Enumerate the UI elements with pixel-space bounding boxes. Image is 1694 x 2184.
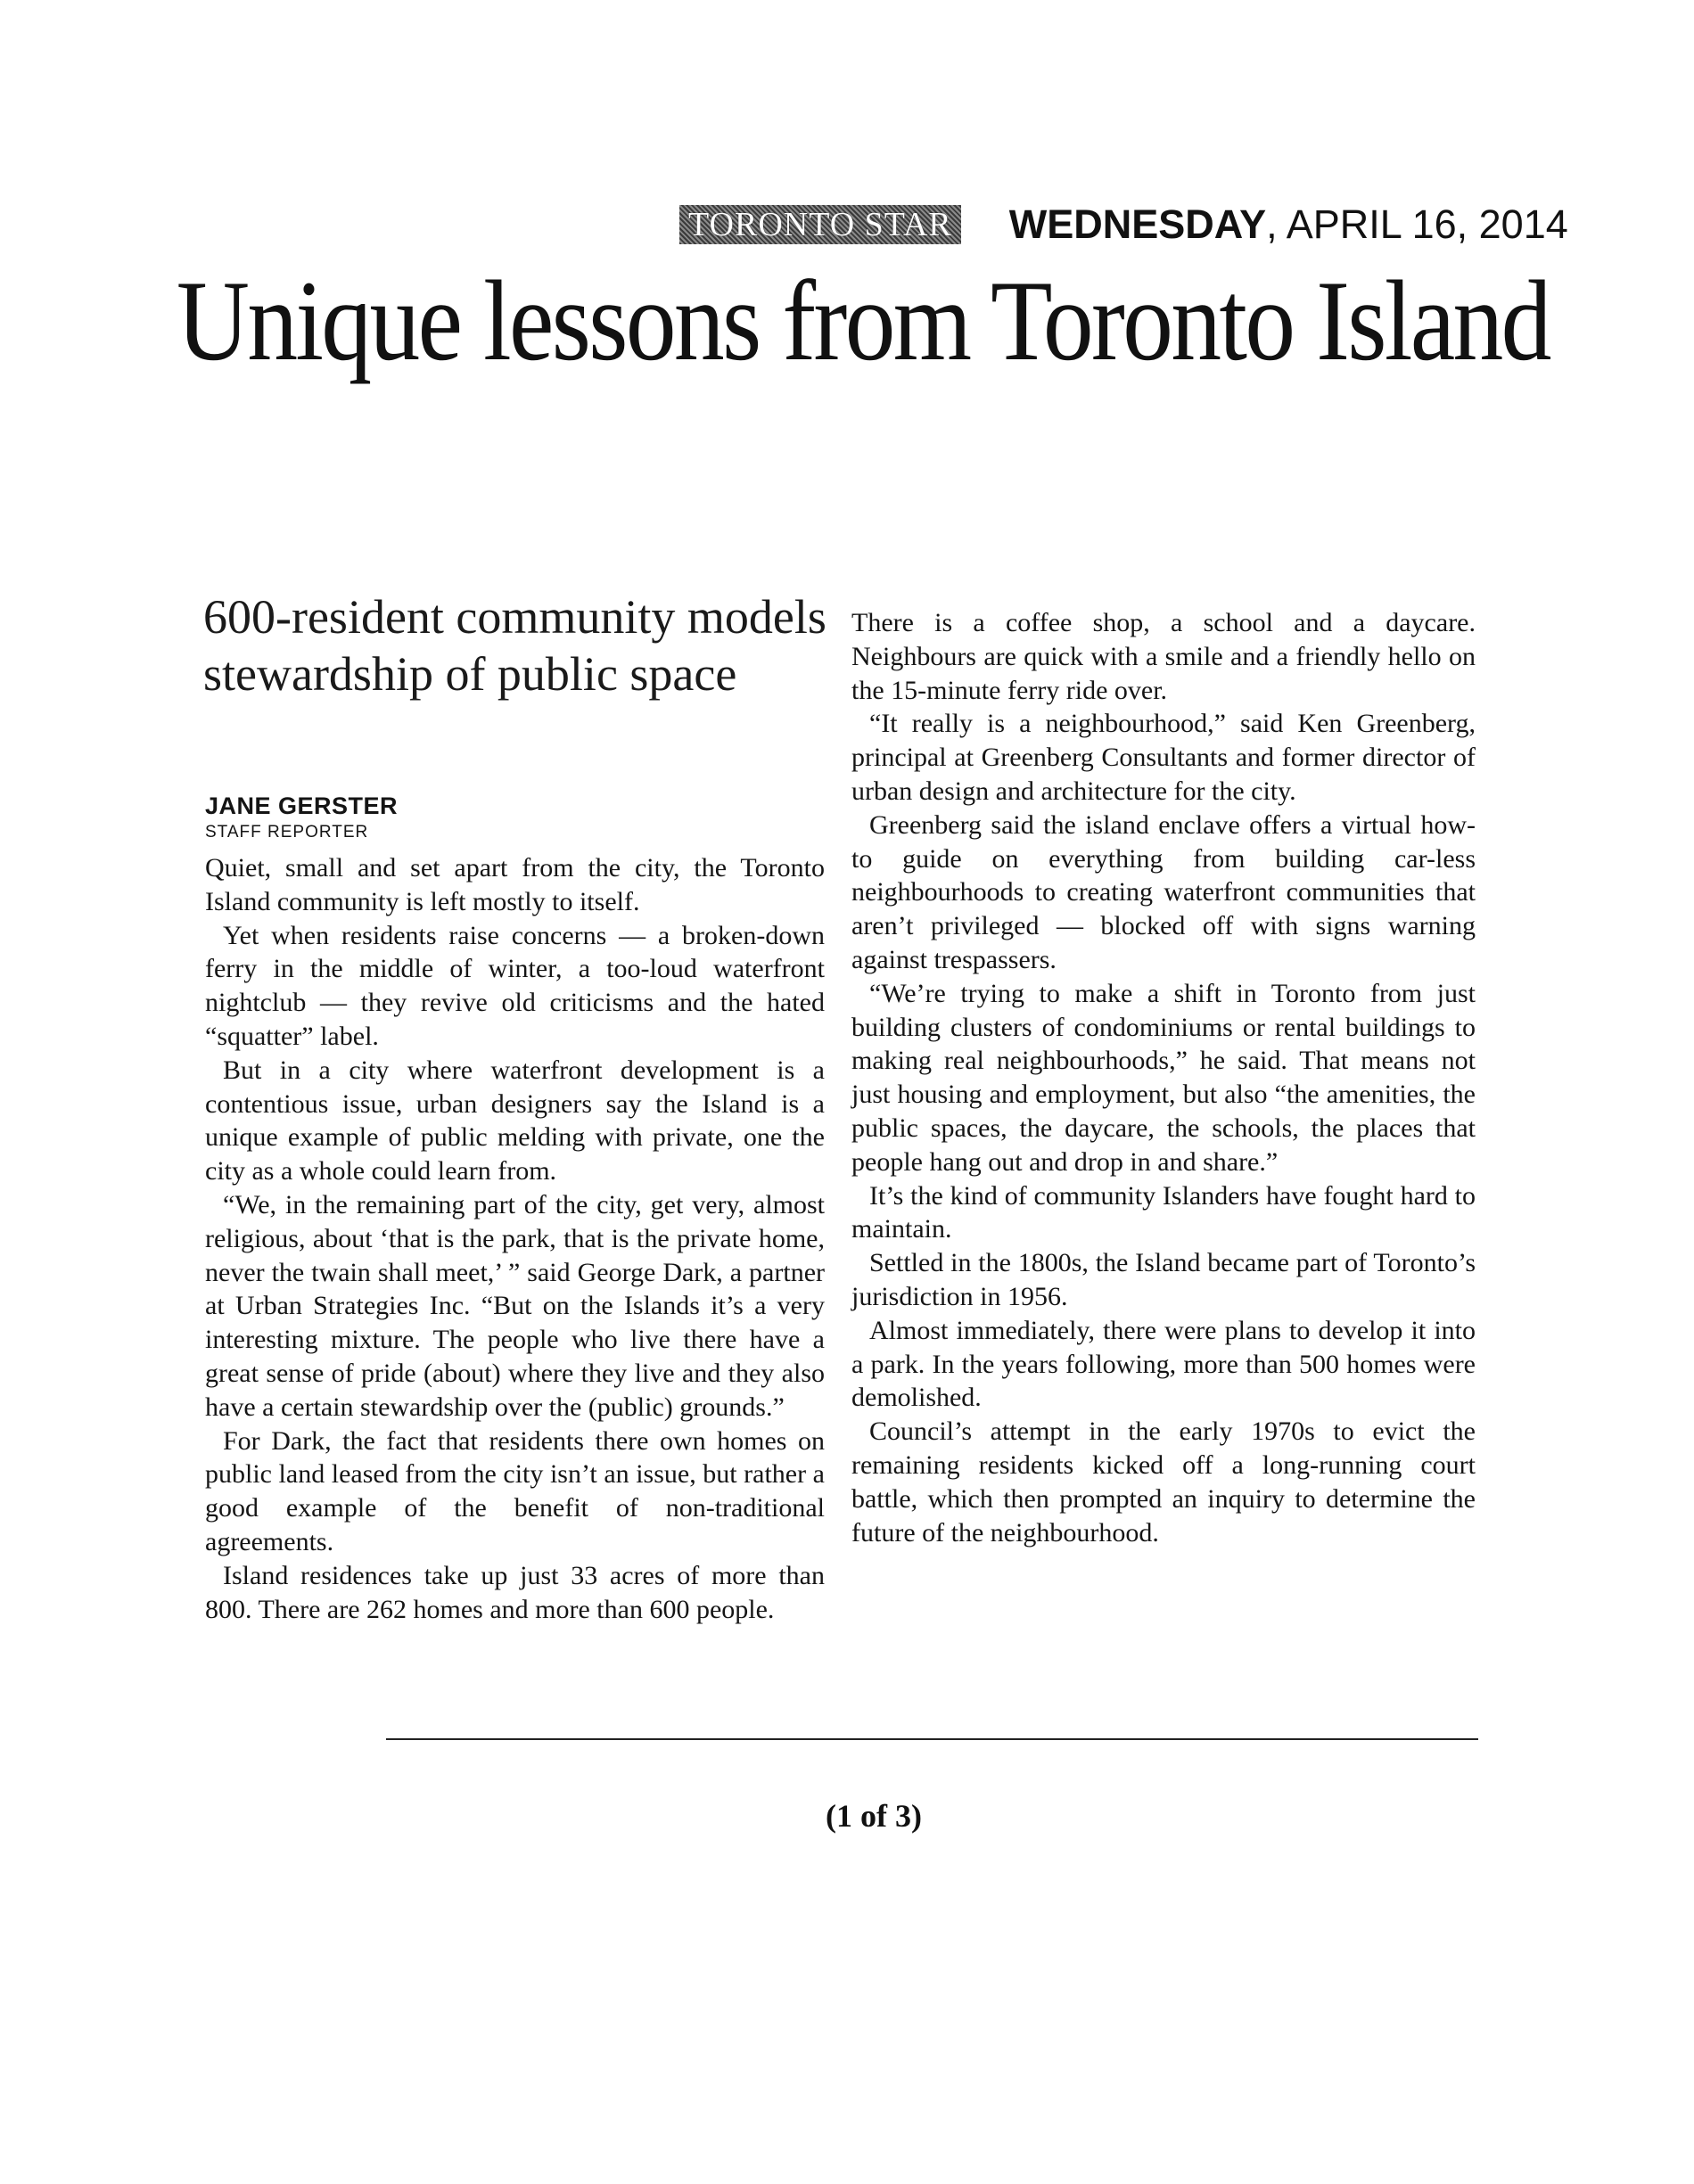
newspaper-logo: TORONTO STAR — [679, 205, 961, 244]
paragraph: Yet when residents raise concerns — a broken-down ferry in the middle of winter, a too-loud waterfront nightclub — they revive old criticisms and the hated “squatter” label. — [205, 920, 825, 1051]
paragraph: Quiet, small and set apart from the city, the Toronto Island community is left mostly to itself. — [205, 853, 825, 916]
paragraph: Settled in the 1800s, the Island became part of Toronto’s jurisdiction in 1956. — [851, 1248, 1476, 1311]
paragraph: It’s the kind of community Islanders have fought hard to maintain. — [851, 1180, 1476, 1244]
paragraph: Council’s attempt in the early 1970s to evict the remaining residents kicked off a long-running court battle, which then prompted an inquiry to determine the future of the neighbourhood. — [851, 1416, 1476, 1548]
publication-date — [1009, 200, 1568, 250]
article-headline: Unique lessons from Toronto Island — [177, 257, 1550, 384]
publication-day: WEDNESDAY — [1008, 201, 1267, 247]
paragraph: For Dark, the fact that residents there own homes on public land leased from the city isn’t an issue, but rather a good example of the benefit of non-traditional agreements. — [205, 1425, 825, 1556]
paragraph: But in a city where waterfront development is a contentious issue, urban designers say the Island is a unique example of public melding with private, one the city as a whole could learn from. — [205, 1055, 825, 1186]
paragraph: “We’re trying to make a shift in Toronto from just building clusters of condominiums or rental buildings to making real neighbourhoods,” he said. That means not just housing and employment, but also “the amenities, the public spaces, the daycare, the schools, the places that people hang out and drop in and share.” — [851, 978, 1476, 1177]
paragraph: There is a coffee shop, a school and a daycare. Neighbours are quick with a smile and a friendly hello on the 15-minute ferry ride over. — [851, 608, 1476, 705]
paragraph: “We, in the remaining part of the city, get very, almost religious, about ‘that is the park, that is the private home, never the twain shall meet,’ ” said George Dark, a partner at Urban Strategies Inc. “But on the Islands it’s a very interesting mixture. The people who live there have a great sense of pride (about) where they live and they also have a certain stewardship over the (public) grounds.” — [205, 1189, 825, 1422]
divider-rule — [386, 1738, 1478, 1740]
byline-role: STAFF REPORTER — [205, 823, 369, 842]
byline-name: JANE GERSTER — [205, 792, 399, 819]
byline — [205, 791, 740, 844]
paragraph: Greenberg said the island enclave offers a virtual how-to guide on everything from building car-less neighbourhoods to creating waterfront communities that aren’t privileged — blocked off with signs warning against trespassers. — [851, 809, 1476, 974]
masthead — [679, 198, 1571, 251]
article-column-right — [851, 606, 1476, 1549]
article-column-left — [205, 851, 825, 1626]
publication-date-rest: , APRIL 16, 2014 — [1266, 201, 1568, 247]
paragraph: “It really is a neighbourhood,” said Ken Greenberg, principal at Greenberg Consultants and former director of urban design and architecture for the city. — [851, 709, 1476, 806]
page-indicator: (1 of 3) — [826, 1798, 922, 1834]
paragraph: Almost immediately, there were plans to develop it into a park. In the years following, more than 500 homes were demolished. — [851, 1315, 1476, 1413]
article-subhead: 600-resident community models stewardship of public space — [203, 590, 826, 701]
paragraph: Island residences take up just 33 acres of more than 800. There are 262 homes and more than 600 people. — [205, 1560, 825, 1624]
